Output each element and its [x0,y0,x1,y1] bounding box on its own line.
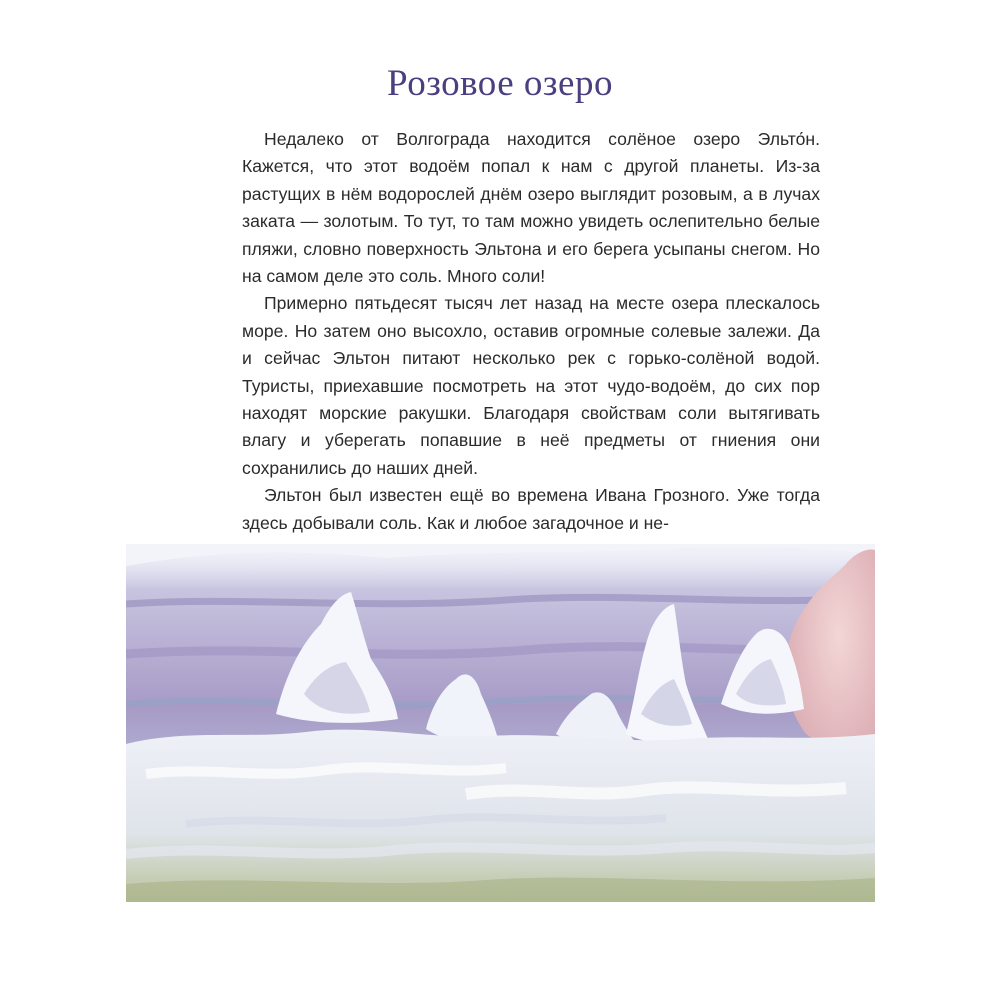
watercolor-illustration [126,544,875,902]
paragraph-3: Эльтон был известен ещё во времена Ивана Грозного. Уже тогда здесь добывали соль. Как и любое загадочное и не- [242,485,820,533]
salt-lake-painting [126,544,875,902]
paragraph-1: Недалеко от Волгограда находится солёное озеро Эльто́н. Кажется, что этот водоём попал к нам с другой планеты. Из-за растущих в нём водорослей днём озеро выглядит розовым, а в лучах заката — золотым. То тут, то там можно увидеть ослепительно белые пляжи, словно поверхность Эльтона и его берега усыпаны снегом. Но на самом деле это соль. Много соли! [242,129,820,287]
page-title: Розовое озеро [387,63,613,104]
paragraph-2: Примерно пятьдесят тысяч лет назад на месте озера плескалось море. Но затем оно высохло, оставив огромные солевые залежи. Да и сейчас Эльтон питают несколько рек с горько-солёной водой. Туристы, приехавшие посмотреть на этот чудо-водоём, до сих пор находят морские ракушки. Благодаря свойствам соли вытягивать влагу и уберегать попавшие в неё предметы от гниения они сохранились до наших дней. [242,293,820,478]
body-text [242,126,820,537]
